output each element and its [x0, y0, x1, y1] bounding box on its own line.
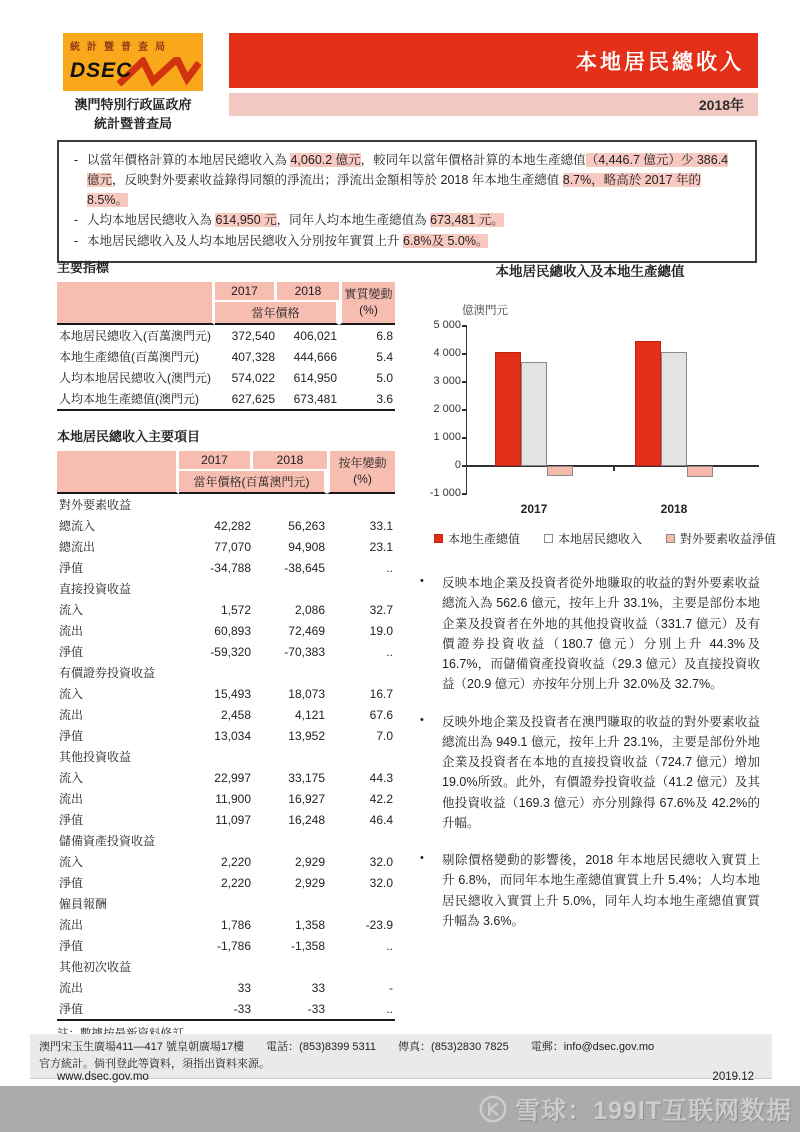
text-segment: ，較同年以當年價格計算的本地生產總值 — [360, 153, 586, 167]
section-label: 其他初次收益 — [59, 960, 132, 974]
components-table-header — [57, 451, 395, 494]
value-change: .. — [386, 938, 393, 953]
y-axis-tick — [462, 325, 467, 327]
component-row — [57, 851, 395, 872]
header-subrow-current-prices: 當年價格(百萬澳門元) — [179, 471, 327, 494]
indicator-row — [57, 346, 395, 367]
row-label: 總流入 — [59, 519, 96, 533]
row-label: 本地生產總值(百萬澳門元) — [59, 350, 199, 364]
header-year-2017: 2017 — [215, 282, 277, 302]
value-2018: 94,908 — [288, 539, 325, 554]
change-header-label: 按年變動 — [338, 455, 387, 470]
highlighted-figure: 614,950 元 — [215, 213, 277, 228]
component-row — [57, 725, 395, 746]
value-2018: 2,086 — [294, 602, 325, 617]
value-change: 32.0 — [369, 854, 393, 869]
row-label: 流入 — [59, 603, 84, 617]
value-2017: -34,788 — [210, 560, 251, 575]
chart-bar-net-factor-income-2017 — [547, 466, 573, 476]
left-column — [57, 257, 395, 1041]
section-label: 儲備資產投資收益 — [59, 834, 156, 848]
bullet-dash: - — [73, 213, 79, 228]
component-row — [57, 515, 395, 536]
component-row — [57, 872, 395, 893]
report-title-banner: 本地居民總收入 — [229, 33, 758, 88]
value-2018: 33 — [311, 980, 325, 995]
value-2018: -33 — [253, 998, 327, 1021]
analysis-bullet — [420, 712, 760, 834]
row-label: 淨值 — [59, 813, 84, 827]
text-segment: 人均本地居民總收入為 — [87, 213, 216, 228]
header-change — [327, 451, 395, 494]
x-axis-category-label: 2018 — [660, 502, 688, 516]
component-row — [57, 536, 395, 557]
y-axis-tick-label: -1 000 — [429, 487, 461, 499]
value-2018: 673,481 — [277, 388, 339, 411]
value-2018: 72,469 — [288, 623, 325, 638]
highlighted-figure: 673,481 元。 — [430, 213, 504, 228]
chart-legend — [447, 530, 777, 547]
component-row — [57, 704, 395, 725]
chart-bar-gni-2018 — [661, 352, 687, 466]
website-url: www.dsec.gov.mo — [57, 1071, 149, 1083]
site-row — [57, 1071, 754, 1083]
section-row — [57, 494, 395, 515]
logo-bureau-text: 統計暨普查局 — [70, 42, 172, 53]
value-change: .. — [386, 560, 393, 575]
component-row — [57, 935, 395, 956]
section-row — [57, 662, 395, 683]
y-axis-tick — [462, 437, 467, 439]
section-label: 其他投資收益 — [59, 750, 132, 764]
value-2017: 60,893 — [214, 623, 251, 638]
row-label: 淨值 — [59, 876, 84, 890]
legend-swatch — [666, 534, 675, 543]
value-change: - — [389, 980, 393, 995]
indicator-row — [57, 367, 395, 388]
value-2017: -59,320 — [210, 644, 251, 659]
legend-item-gdp — [434, 530, 520, 547]
dsec-logo-block — [57, 33, 209, 134]
header-year-2018: 2018 — [253, 451, 327, 471]
value-change: 16.7 — [369, 686, 393, 701]
text-segment: ，同年人均本地生產總值為 — [276, 213, 431, 228]
page-header — [57, 33, 758, 134]
components-table-title: 本地居民總收入主要項目 — [57, 429, 201, 444]
value-2017: 1,572 — [220, 602, 251, 617]
component-row — [57, 599, 395, 620]
bullet-text — [87, 211, 743, 231]
summary-box — [57, 140, 757, 263]
bullet-dot: • — [420, 852, 424, 864]
legend-label: 對外要素收益淨值 — [680, 532, 777, 546]
x-axis-category-label: 2017 — [520, 502, 548, 516]
text-segment: ，反映對外要素收益錄得同額的淨流出；淨流出金額相等於 2018 年本地生產總值 — [112, 172, 563, 187]
component-row — [57, 809, 395, 830]
summary-bullet — [65, 151, 743, 210]
component-row — [57, 683, 395, 704]
section-row — [57, 746, 395, 767]
analysis-bullet-list — [420, 573, 760, 931]
x-axis-tick — [613, 466, 615, 471]
value-change: 5.4 — [376, 349, 393, 364]
legend-label: 本地居民總收入 — [558, 532, 643, 546]
row-label: 流出 — [59, 624, 84, 638]
component-row — [57, 998, 395, 1021]
value-2018: 2,929 — [294, 854, 325, 869]
value-2017: 15,493 — [214, 686, 251, 701]
summary-bullet — [65, 211, 743, 231]
value-2017: 1,786 — [220, 917, 251, 932]
value-2017: -33 — [179, 998, 253, 1021]
section-row — [57, 830, 395, 851]
value-2018: 614,950 — [293, 370, 337, 385]
value-change: 32.7 — [369, 602, 393, 617]
bullet-dot: • — [420, 713, 424, 726]
header-subrow-current-prices: 當年價格 — [215, 302, 339, 325]
y-axis-tick — [462, 353, 467, 355]
components-table-body — [57, 494, 395, 1021]
header-change — [339, 282, 395, 325]
component-row — [57, 788, 395, 809]
value-2018: 16,927 — [288, 791, 325, 806]
section-row — [57, 893, 395, 914]
watermark — [478, 1091, 792, 1127]
row-label: 人均本地居民總收入(澳門元) — [59, 371, 211, 385]
text-segment: 以當年價格計算的本地居民總收入為 — [87, 153, 291, 167]
indicators-table-header — [57, 282, 395, 325]
value-change: 67.6 — [369, 707, 393, 722]
chart-bar-net-factor-income-2018 — [687, 466, 713, 477]
value-change: 19.0 — [369, 623, 393, 638]
y-axis-tick-label: 3 000 — [433, 375, 461, 387]
row-label: 淨值 — [59, 645, 84, 659]
value-2017: 33 — [237, 980, 251, 995]
component-row — [57, 977, 395, 998]
summary-bullet — [65, 232, 743, 252]
y-axis-tick — [462, 381, 467, 383]
section-row — [57, 956, 395, 977]
value-2017: 407,328 — [231, 349, 275, 364]
value-2017: 11,900 — [215, 791, 251, 806]
indicator-row — [57, 388, 395, 411]
publication-date: 2019.12 — [712, 1071, 754, 1083]
value-2017: 13,034 — [214, 728, 251, 743]
highlighted-figure: 4,060.2 億元 — [290, 153, 361, 167]
bureau-line: 統計暨普查局 — [93, 115, 172, 131]
section-row — [57, 578, 395, 599]
component-row — [57, 641, 395, 662]
logo-dsec-text: DSEC — [70, 59, 133, 82]
title-banners — [229, 33, 758, 134]
value-2018: 444,666 — [293, 349, 337, 364]
value-2017: 2,220 — [220, 875, 251, 890]
bullet-dot: • — [420, 575, 424, 587]
value-change: 33.1 — [369, 518, 393, 533]
value-2017: 11,097 — [215, 812, 251, 827]
bar-chart — [429, 319, 758, 526]
change-header-unit: (%) — [353, 471, 372, 486]
change-header-unit: (%) — [359, 302, 378, 317]
value-change: -23.9 — [365, 917, 393, 932]
value-2018: -70,383 — [284, 644, 325, 659]
bullet-dash: - — [73, 153, 79, 167]
government-line: 澳門特別行政區政府 — [74, 97, 192, 112]
value-change: 32.0 — [369, 875, 393, 890]
y-axis-tick-label: 0 — [454, 459, 461, 471]
row-label: 流出 — [59, 981, 84, 995]
value-2017: -1,786 — [216, 938, 251, 953]
bullet-dash: - — [73, 234, 79, 248]
change-header-label: 實質變動 — [344, 286, 393, 301]
y-axis-tick-label: 1 000 — [433, 431, 461, 443]
components-table — [57, 451, 395, 1021]
highlighted-figure: （4,446.7 億元）少 386.4 億元 — [87, 153, 729, 187]
value-2018: 1,358 — [294, 917, 325, 932]
value-change: 7.0 — [376, 728, 393, 743]
row-label: 淨值 — [59, 729, 84, 743]
value-2018: -38,645 — [284, 560, 325, 575]
row-label: 流出 — [59, 918, 84, 932]
section-label: 僱員報酬 — [59, 897, 108, 911]
contact-line: 澳門宋玉生廣場411—417 號皇朝廣場17樓 電話：(853)8399 5311 傳真：(853)2830 7825 電郵：info@dsec.gov.mo — [39, 1041, 655, 1053]
value-change: 6.8 — [376, 328, 393, 343]
row-label: 流入 — [59, 855, 84, 869]
official-statistics-line: 官方統計。倘刊登此等資料，須指出資料來源。 — [39, 1058, 270, 1071]
indicators-table-body — [57, 325, 395, 411]
value-2017: 574,022 — [231, 370, 275, 385]
chart-bar-gdp-2017 — [495, 352, 521, 466]
report-year-banner: 2018年 — [229, 93, 758, 116]
indicators-table-title: 主要指標 — [57, 260, 110, 275]
row-label: 淨值 — [59, 561, 84, 575]
chart-bar-gdp-2018 — [635, 341, 661, 466]
y-axis-tick — [462, 409, 467, 411]
component-row — [57, 914, 395, 935]
row-label: 人均本地生產總值(澳門元) — [57, 388, 215, 411]
value-2018: 13,952 — [288, 728, 325, 743]
xueqiu-logo-icon — [478, 1094, 508, 1124]
summary-bullet-list — [65, 151, 743, 252]
value-2018: 18,073 — [288, 686, 325, 701]
header-year-2018: 2018 — [277, 282, 339, 302]
bullet-text: 剔除價格變動的影響後，2018 年本地居民總收入實質上升 6.8%，而同年本地生產總值實質上升 5.4%；人均本地居民總收入實質上升 5.0%，同年人均本地生產總值實質升幅為 3.6%。 — [442, 853, 760, 928]
bullet-text: 反映本地企業及投資者從外地賺取的收益的對外要素收益總流入為 562.6 億元，按年上升 33.1%，主要是部份本地企業及投資者在外地的其他投資收益（331.7 億元）及有價證券投資收益（180.7 億元）分別上升 44.3%及 16.7%，而儲備資產投資收益（29.3 億元）及直接投資收益（20.9 億元）亦按年分別上升 32.0%及 32.7%。 — [442, 576, 760, 692]
analysis-bullet — [420, 850, 760, 931]
highlighted-figure: 6.8%及 5.0%。 — [402, 234, 489, 248]
value-2017: 627,625 — [215, 388, 277, 411]
right-column — [420, 257, 777, 948]
legend-item-net-factor-income — [666, 530, 776, 547]
row-label: 流入 — [59, 771, 84, 785]
value-change: 46.4 — [369, 812, 393, 827]
value-change: 5.0 — [376, 370, 393, 385]
value-2018: 406,021 — [293, 328, 337, 343]
row-label: 總流出 — [59, 540, 96, 554]
value-2017: 2,220 — [220, 854, 251, 869]
bullet-text — [87, 151, 743, 210]
value-change: 3.6 — [339, 388, 395, 411]
dsec-logo — [63, 33, 203, 91]
value-2018: 56,263 — [288, 518, 325, 533]
value-2018: 4,121 — [294, 707, 325, 722]
value-change: 44.3 — [369, 770, 393, 785]
chart-title: 本地居民總收入及本地生產總值 — [495, 264, 685, 279]
header-year-2017: 2017 — [179, 451, 253, 471]
bullet-text: 反映外地企業及投資者在澳門賺取的收益的對外要素收益總流出為 949.1 億元，按年上升 23.1%，主要是部份外地企業及投資者在本地的直接投資收益（724.7 億元）增加 19.0%所致。此外，有價證券投資收益（41.2 億元）及其他投資收益（169.3 億元）亦分別錄得 67.6%及 42.2%的升幅。 — [442, 714, 760, 830]
text-segment: 本地居民總收入及人均本地居民總收入分別按年實質上升 — [87, 234, 403, 248]
value-2018: -1,358 — [290, 938, 325, 953]
y-axis-tick-label: 5 000 — [433, 319, 461, 331]
row-label: 淨值 — [59, 939, 84, 953]
value-change: .. — [327, 998, 395, 1021]
indicator-row — [57, 325, 395, 346]
watermark-text: 雪球：199IT互联网数据 — [515, 1097, 792, 1125]
chart-plot — [429, 319, 759, 516]
row-label: 流出 — [59, 792, 84, 806]
value-2017: 2,458 — [220, 707, 251, 722]
section-label: 有價證券投資收益 — [59, 666, 156, 680]
chart-ylabel: 億澳門元 — [462, 305, 508, 317]
section-label: 直接投資收益 — [59, 582, 132, 596]
highlighted-figure: 8.7%，略高於 2017 年的 8.5%。 — [87, 172, 701, 207]
analysis-bullet — [420, 573, 760, 695]
value-2018: 16,248 — [288, 812, 325, 827]
row-label: 淨值 — [57, 998, 179, 1021]
value-2018: 33,175 — [288, 770, 325, 785]
value-2018: 2,929 — [294, 875, 325, 890]
legend-item-gni — [544, 530, 642, 547]
value-change: 42.2 — [369, 791, 393, 806]
legend-swatch — [544, 534, 553, 543]
component-row — [57, 767, 395, 788]
value-2017: 77,070 — [214, 539, 251, 554]
value-2017: 372,540 — [231, 328, 275, 343]
row-label: 流入 — [59, 687, 84, 701]
legend-swatch — [434, 534, 443, 543]
row-label: 本地居民總收入(百萬澳門元) — [59, 329, 211, 343]
header-spacer-cell — [57, 282, 215, 325]
y-axis-tick-label: 4 000 — [433, 347, 461, 359]
value-2017: 22,997 — [214, 770, 251, 785]
component-row — [57, 557, 395, 578]
indicators-table — [57, 282, 395, 411]
chart-bar-gni-2017 — [521, 362, 547, 466]
y-axis-tick-label: 2 000 — [433, 403, 461, 415]
row-label: 流出 — [59, 708, 84, 722]
value-change: 23.1 — [369, 539, 393, 554]
section-label: 對外要素收益 — [59, 498, 132, 512]
legend-label: 本地生產總值 — [447, 532, 520, 546]
bullet-text — [87, 232, 743, 252]
watermark-strip — [0, 1086, 800, 1132]
header-spacer-cell — [57, 451, 179, 494]
y-axis-tick — [462, 493, 467, 495]
value-2017: 42,282 — [214, 518, 251, 533]
component-row — [57, 620, 395, 641]
value-change: .. — [386, 644, 393, 659]
